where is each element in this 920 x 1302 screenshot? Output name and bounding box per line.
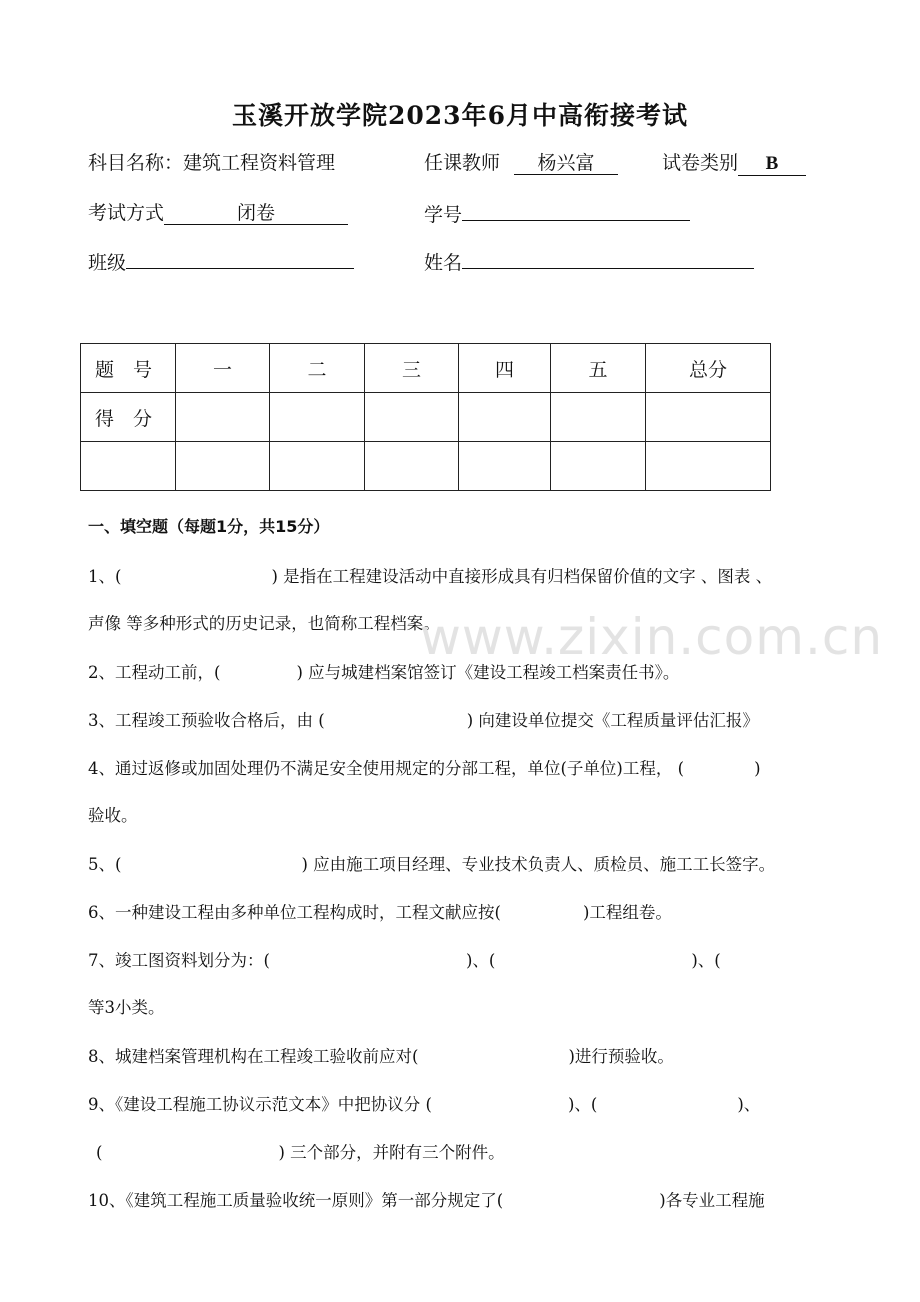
question-text: 1、( (88, 567, 122, 586)
class-blank[interactable] (126, 246, 354, 269)
question-7-cont: 等3小类。 (88, 998, 165, 1017)
question-text: )、( (691, 951, 721, 970)
question-1-cont: 声像 等多种形式的历史记录，也简称工程档案。 (88, 614, 440, 633)
paper-type-value: B (738, 153, 806, 176)
question-text: ) (754, 759, 761, 778)
table-row (81, 344, 771, 393)
question-text: 3、工程竣工预验收合格后，由 ( (88, 711, 325, 730)
question-3 (88, 707, 759, 731)
question-text: )工程组卷。 (582, 903, 672, 922)
question-text: ) 是指在工程建设活动中直接形成具有归档保留价值的文字 、图表 、 (271, 567, 773, 586)
question-text: 6、一种建设工程由多种单位工程构成时，工程文献应按( (88, 903, 501, 922)
question-5 (88, 851, 775, 875)
table-cell[interactable] (365, 393, 459, 442)
table-cell[interactable] (365, 442, 459, 491)
teacher-value: 杨兴富 (514, 152, 618, 175)
teacher-label: 任课教师 (424, 152, 501, 174)
question-text: )进行预验收。 (568, 1047, 674, 1066)
table-cell: 二 (270, 344, 365, 393)
question-text: ) 向建设单位提交《工程质量评估汇报》 (466, 711, 759, 730)
question-7 (88, 947, 721, 971)
table-cell[interactable] (646, 442, 771, 491)
paper-type-label: 试卷类别 (662, 152, 739, 174)
question-text: 7、竣工图资料划分为：( (88, 951, 270, 970)
table-cell[interactable] (646, 393, 771, 442)
question-9-cont (96, 1139, 505, 1163)
question-text: ) 应与城建档案馆签订《建设工程竣工档案责任书》。 (296, 663, 680, 682)
table-row (81, 442, 771, 491)
name-field[interactable] (424, 246, 754, 275)
table-cell: 总分 (646, 344, 771, 393)
name-blank[interactable] (462, 246, 754, 269)
table-cell: 得 分 (81, 393, 176, 442)
exam-mode-field (88, 198, 348, 225)
question-text: 9、《建设工程施工协议示范文本》中把协议分 ( (88, 1095, 432, 1114)
table-cell[interactable] (551, 393, 646, 442)
question-text: ( (96, 1143, 103, 1162)
table-cell: 一 (176, 344, 270, 393)
exam-mode-value: 闭卷 (164, 202, 348, 225)
table-cell[interactable] (270, 393, 365, 442)
table-cell[interactable] (551, 442, 646, 491)
table-row (81, 393, 771, 442)
question-9 (88, 1091, 760, 1115)
subject-label: 科目名称：建筑工程资料管理 (88, 152, 336, 174)
student-id-blank[interactable] (462, 198, 690, 221)
question-text: 2、工程动工前，( (88, 663, 221, 682)
question-1 (88, 563, 772, 587)
question-text: )、( (567, 1095, 598, 1114)
table-cell[interactable] (270, 442, 365, 491)
question-text: 10、《建筑工程施工质量验收统一原则》第一部分规定了( (88, 1191, 504, 1210)
question-text: ) 应由施工项目经理、专业技术负责人、质检员、施工工长签字。 (301, 855, 776, 874)
question-2 (88, 659, 679, 683)
table-cell (81, 442, 176, 491)
question-4-cont: 验收。 (88, 806, 138, 825)
table-cell[interactable] (176, 393, 270, 442)
question-text: 8、城建档案管理机构在工程竣工验收前应对( (88, 1047, 419, 1066)
score-table (80, 343, 771, 491)
table-cell[interactable] (459, 442, 551, 491)
table-cell[interactable] (459, 393, 551, 442)
question-text: 5、( (88, 855, 122, 874)
student-id-field[interactable] (424, 198, 690, 227)
question-8 (88, 1043, 674, 1067)
question-text: 4、通过返修或加固处理仍不满足安全使用规定的分部工程，单位(子单位)工程， ( (88, 759, 685, 778)
paper-type-field (662, 148, 806, 176)
question-text: ) 三个部分，并附有三个附件。 (278, 1143, 505, 1162)
exam-mode-label: 考试方式 (88, 202, 165, 224)
table-cell: 五 (551, 344, 646, 393)
class-label: 班级 (88, 252, 127, 274)
table-cell: 题 号 (81, 344, 176, 393)
question-10 (88, 1187, 765, 1211)
section-heading: 一、填空题（每题1分，共15分） (88, 517, 330, 536)
table-cell: 三 (365, 344, 459, 393)
class-field[interactable] (88, 246, 354, 275)
student-id-label: 学号 (424, 204, 463, 226)
question-text: )各专业工程施 (659, 1191, 765, 1210)
question-4 (88, 755, 761, 779)
subject-field (88, 148, 335, 175)
table-cell[interactable] (176, 442, 270, 491)
question-text: )、( (465, 951, 496, 970)
question-text: )、 (737, 1095, 761, 1114)
teacher-field (424, 148, 618, 175)
page-title: 玉溪开放学院2023年6月中高衔接考试 (232, 101, 688, 130)
table-cell: 四 (459, 344, 551, 393)
watermark: www.zixin.com.cn (420, 608, 884, 666)
name-label: 姓名 (424, 252, 463, 274)
question-6 (88, 899, 672, 923)
